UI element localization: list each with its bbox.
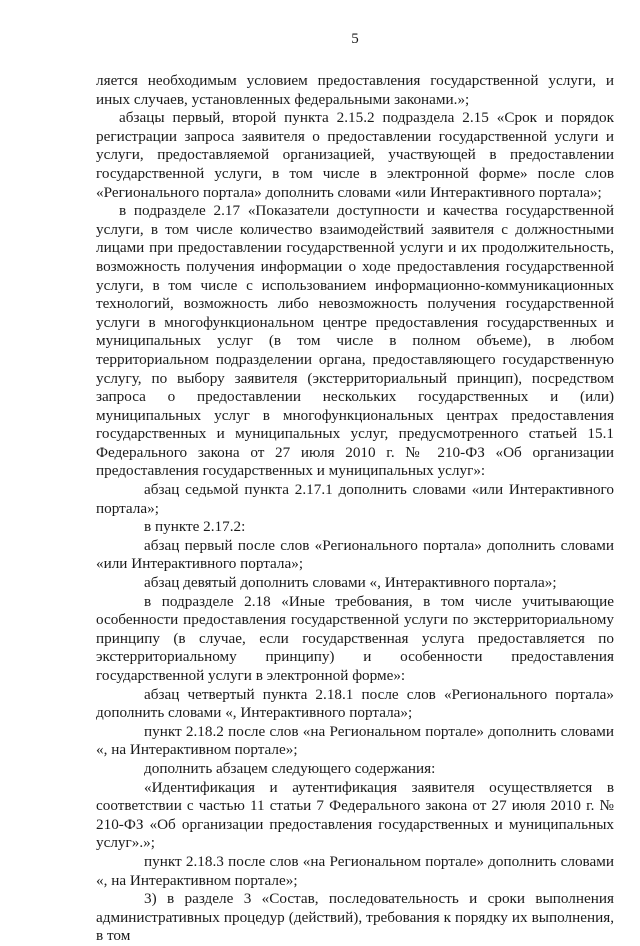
document-body <box>96 72 614 946</box>
paragraph: пункт 2.18.3 после слов «на Региональном портале» дополнить словами «, на Интерактивном портале»; <box>96 852 614 889</box>
paragraph: ляется необходимым условием предоставления государственной услуги, и иных случаев, установленных федеральными законами.»; <box>96 72 614 108</box>
paragraph: в подразделе 2.17 «Показатели доступности и качества государственной услуги, в том числе количество взаимодействий заявителя с должностными лицами при предоставлении государственной услуги и их продолжительность, возможность получения информации о ходе предоставления государственной услуги, в том числе с использованием информационно-коммуникационных технологий, возможность либо невозможность получения государственной услуги в многофункциональном центре предоставления государственных и муниципальных услуг (в том числе в полном объеме), в любом территориальном подразделении органа, предоставляющего государственную услугу, по выбору заявителя (экстерриториальный принцип), посредством запроса о предоставлении нескольких государственных и (или) муниципальных услуг в многофункциональных центрах предоставления государственных и муниципальных услуг, предусмотренного статьей 15.1 Федерального закона от 27 июля 2010 г. № 210-ФЗ «Об организации предоставления государственных и муниципальных услуг»: <box>96 202 614 480</box>
paragraph: абзац первый после слов «Регионального портала» дополнить словами «или Интерактивного портала»; <box>96 536 614 573</box>
document-page <box>96 30 614 946</box>
paragraph: 3) в разделе 3 «Состав, последовательность и сроки выполнения административных процедур (действий), требования к порядку их выполнения, в том <box>96 890 614 945</box>
paragraph: абзацы первый, второй пункта 2.15.2 подраздела 2.15 «Срок и порядок регистрации запроса заявителя о предоставлении государственной услуги и услуги, предоставляемой организацией, участвующей в предоставлении государственной услуги, в том числе в электронной форме» после слов «Регионального портала» дополнить словами «или Интерактивного портала»; <box>96 109 614 201</box>
paragraph: абзац девятый дополнить словами «, Интерактивного портала»; <box>144 574 557 592</box>
paragraph: абзац седьмой пункта 2.17.1 дополнить словами «или Интерактивного портала»; <box>96 481 614 517</box>
paragraph: в пункте 2.17.2: <box>144 518 246 536</box>
paragraph: абзац четвертый пункта 2.18.1 после слов «Регионального портала» дополнить словами «, Интерактивного портала»; <box>96 685 614 722</box>
page-number: 5 <box>351 31 359 47</box>
paragraph: «Идентификация и аутентификация заявителя осуществляется в соответствии с частью 11 статьи 7 Федерального закона от 27 июля 2010 г. № 210-ФЗ «Об организации предоставления государственных и муниципальных услуг».»; <box>96 778 614 852</box>
paragraph: дополнить абзацем следующего содержания: <box>144 759 436 777</box>
paragraph: в подразделе 2.18 «Иные требования, в том числе учитывающие особенности предоставления государственной услуги по экстерриториальному принципу (в случае, если государственная услуга предоставляется по экстерриториальному принципу) и особенности предоставления государственной услуги в электронной форме»: <box>96 592 614 684</box>
paragraph: пункт 2.18.2 после слов «на Региональном портале» дополнить словами «, на Интерактивном портале»; <box>96 722 614 759</box>
